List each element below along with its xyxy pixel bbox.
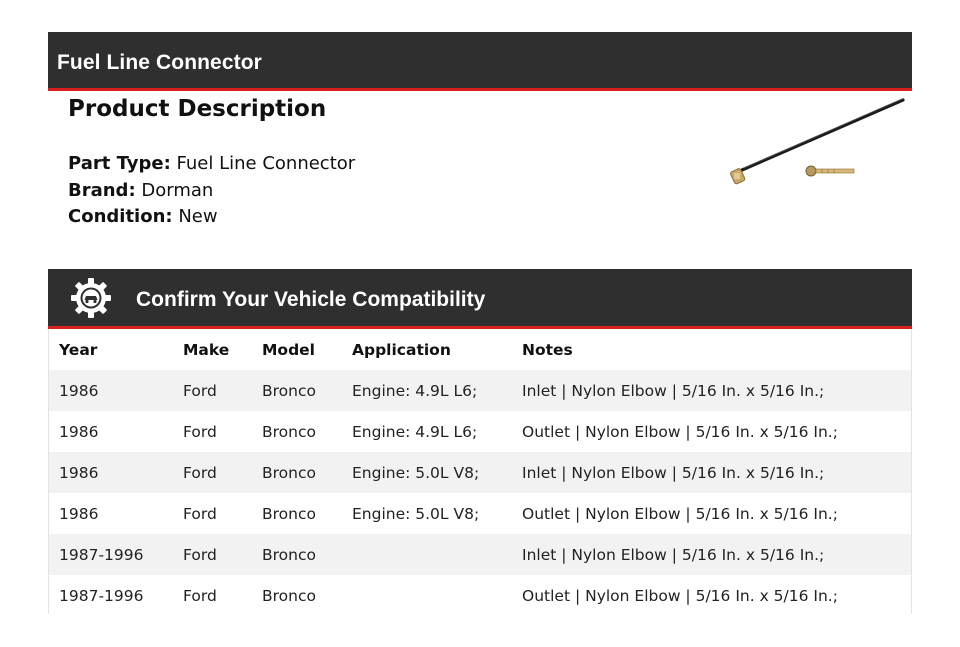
cell-notes: Inlet | Nylon Elbow | 5/16 In. x 5/16 In.; <box>522 463 825 482</box>
cell-year: 1986 <box>59 422 99 441</box>
cell-year: 1987-1996 <box>59 586 144 605</box>
table-row <box>49 493 911 534</box>
column-header-application: Application <box>352 340 451 359</box>
spec-list <box>68 151 355 231</box>
cell-notes: Outlet | Nylon Elbow | 5/16 In. x 5/16 In.; <box>522 504 838 523</box>
cell-year: 1986 <box>59 381 99 400</box>
product-image <box>722 90 912 200</box>
compatibility-table <box>48 329 912 614</box>
cell-application: Engine: 5.0L V8; <box>352 463 480 482</box>
cell-application: Engine: 5.0L V8; <box>352 504 480 523</box>
column-header-notes: Notes <box>522 340 573 359</box>
cell-model: Bronco <box>262 381 316 400</box>
table-row <box>49 534 911 575</box>
cell-application: Engine: 4.9L L6; <box>352 381 478 400</box>
cell-make: Ford <box>183 586 217 605</box>
cell-notes: Inlet | Nylon Elbow | 5/16 In. x 5/16 In.; <box>522 545 825 564</box>
compatibility-bar <box>48 269 912 329</box>
table-row <box>49 575 911 616</box>
spec-value: Fuel Line Connector <box>176 153 356 174</box>
product-title-bar <box>48 32 912 91</box>
spec-value: New <box>178 206 218 227</box>
column-header-year: Year <box>59 340 98 359</box>
cell-model: Bronco <box>262 463 316 482</box>
table-row <box>49 411 911 452</box>
cell-model: Bronco <box>262 422 316 441</box>
column-header-model: Model <box>262 340 315 359</box>
cell-application <box>342 534 512 575</box>
cell-notes: Outlet | Nylon Elbow | 5/16 In. x 5/16 In.; <box>522 422 838 441</box>
spec-part-type <box>68 151 355 178</box>
cell-year: 1986 <box>59 504 99 523</box>
cell-make: Ford <box>183 422 217 441</box>
cell-year: 1987-1996 <box>59 545 144 564</box>
spec-label: Brand: <box>68 179 136 201</box>
cell-application <box>342 575 512 616</box>
cell-year: 1986 <box>59 463 99 482</box>
cell-make: Ford <box>183 463 217 482</box>
cell-make: Ford <box>183 545 217 564</box>
spec-label: Part Type: <box>68 153 171 174</box>
product-title: Fuel Line Connector <box>57 51 262 74</box>
table-header-row <box>49 329 911 370</box>
cell-make: Ford <box>183 504 217 523</box>
cell-application: Engine: 4.9L L6; <box>352 422 478 441</box>
description-heading: Product Description <box>68 96 327 122</box>
cell-model: Bronco <box>262 586 316 605</box>
cell-model: Bronco <box>262 504 316 523</box>
cell-make: Ford <box>183 381 217 400</box>
spec-label: Condition: <box>68 206 173 227</box>
spec-value: Dorman <box>141 179 214 201</box>
table-row <box>49 370 911 411</box>
gear-car-icon <box>70 277 112 319</box>
spec-condition <box>68 204 355 231</box>
cell-notes: Inlet | Nylon Elbow | 5/16 In. x 5/16 In.; <box>522 381 825 400</box>
table-row <box>49 452 911 493</box>
cell-model: Bronco <box>262 545 316 564</box>
cell-notes: Outlet | Nylon Elbow | 5/16 In. x 5/16 In.; <box>522 586 838 605</box>
spec-brand <box>68 178 355 205</box>
column-header-make: Make <box>183 340 230 359</box>
compatibility-title: Confirm Your Vehicle Compatibility <box>136 288 486 311</box>
